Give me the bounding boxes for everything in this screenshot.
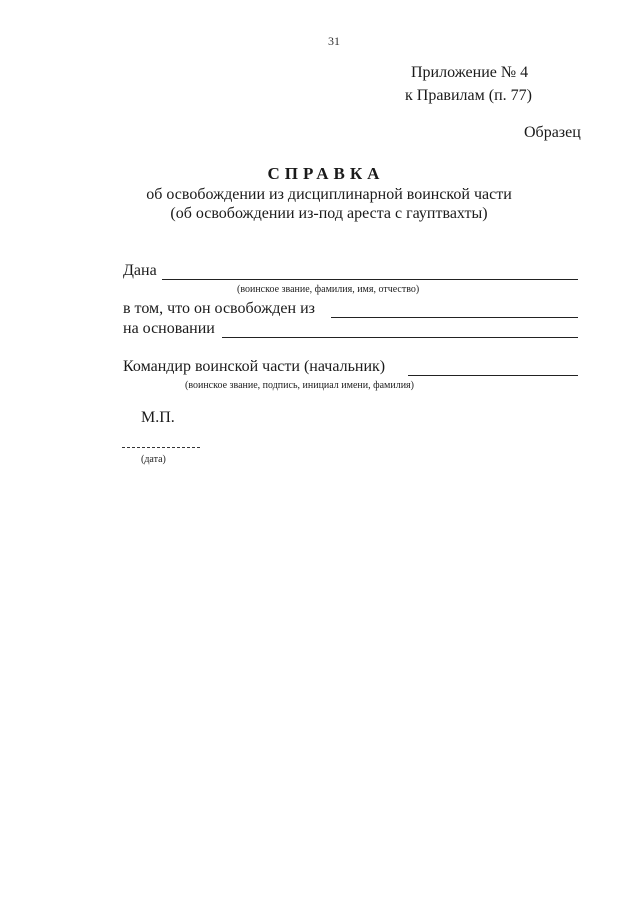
basis-blank-line: [222, 337, 578, 338]
issued-to-hint: (воинское звание, фамилия, имя, отчество): [237, 284, 420, 295]
date-blank-line: [122, 447, 200, 448]
appendix-rules-reference: к Правилам (п. 77): [405, 87, 532, 104]
commander-hint: (воинское звание, подпись, инициал имени, фамилия): [185, 380, 414, 391]
appendix-number: Приложение № 4: [411, 64, 529, 81]
issued-to-blank-line: [162, 279, 578, 280]
stamp-place-label: М.П.: [141, 409, 175, 426]
document-title: СПРАВКА: [267, 164, 385, 183]
basis-label: на основании: [123, 320, 215, 337]
released-from-blank-line: [331, 317, 578, 318]
date-hint: (дата): [141, 454, 166, 465]
page-number: 31: [328, 34, 340, 48]
sample-label: Образец: [524, 124, 581, 141]
released-from-label: в том, что он освобожден из: [123, 300, 315, 317]
commander-label: Командир воинской части (начальник): [123, 358, 386, 375]
commander-blank-line: [408, 375, 578, 376]
document-subtitle-1: об освобождении из дисциплинарной воинской части: [146, 186, 512, 203]
document-subtitle-2: (об освобождении из-под ареста с гауптвахты): [170, 205, 488, 222]
issued-to-label: Дана: [123, 262, 157, 279]
